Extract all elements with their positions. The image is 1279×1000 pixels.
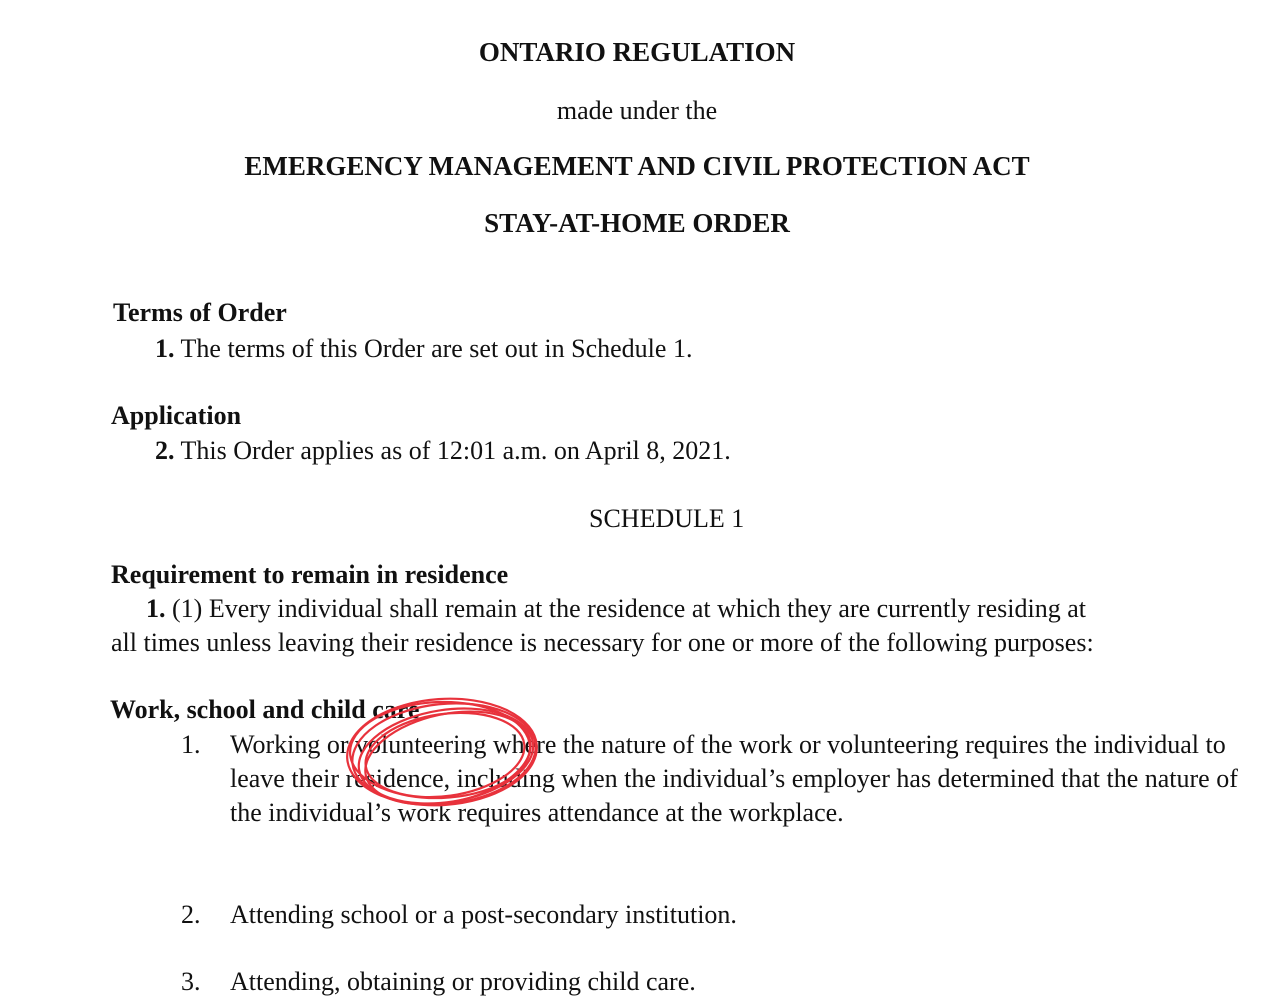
order-title: STAY-AT-HOME ORDER xyxy=(484,208,790,238)
requirement-number: 1. xyxy=(146,594,166,623)
made-under-line: made under the xyxy=(556,96,718,125)
application-heading: Application xyxy=(111,401,242,430)
requirement-heading: Requirement to remain in residence xyxy=(111,560,509,589)
list-item-text: Attending school or a post-secondary institution. xyxy=(230,900,737,929)
act-title: EMERGENCY MANAGEMENT AND CIVIL PROTECTION ACT xyxy=(244,151,1030,181)
list-item-number: 2. xyxy=(181,900,201,929)
requirement-sub: (1) xyxy=(172,594,203,623)
regulation-title: ONTARIO REGULATION xyxy=(478,37,796,67)
terms-heading: Terms of Order xyxy=(113,298,287,327)
terms-number: 1. xyxy=(155,334,175,363)
terms-text: The terms of this Order are set out in Schedule 1. xyxy=(180,334,693,363)
terms-paragraph xyxy=(155,334,692,364)
work-heading: Work, school and child care xyxy=(110,695,420,724)
requirement-line2: all times unless leaving their residence is necessary for one or more of the following purposes: xyxy=(111,628,1094,657)
list-item-number: 3. xyxy=(181,967,201,996)
application-number: 2. xyxy=(155,436,175,465)
list-item-text: Attending, obtaining or providing child care. xyxy=(230,967,696,996)
requirement-text1: Every individual shall remain at the residence at which they are currently residing at xyxy=(208,594,1086,623)
list-item-text: Working or volunteering where the nature of the work or volunteering requires the individual to leave their residence, including when the individual’s employer has determined that the nature of the individual’s work requires attendance at the workplace. xyxy=(230,730,1238,827)
application-text: This Order applies as of 12:01 a.m. on April 8, 2021. xyxy=(180,436,731,465)
schedule-title: SCHEDULE 1 xyxy=(589,504,745,533)
requirement-line1 xyxy=(146,594,1086,624)
application-paragraph xyxy=(155,436,731,466)
list-item-number: 1. xyxy=(181,730,201,759)
